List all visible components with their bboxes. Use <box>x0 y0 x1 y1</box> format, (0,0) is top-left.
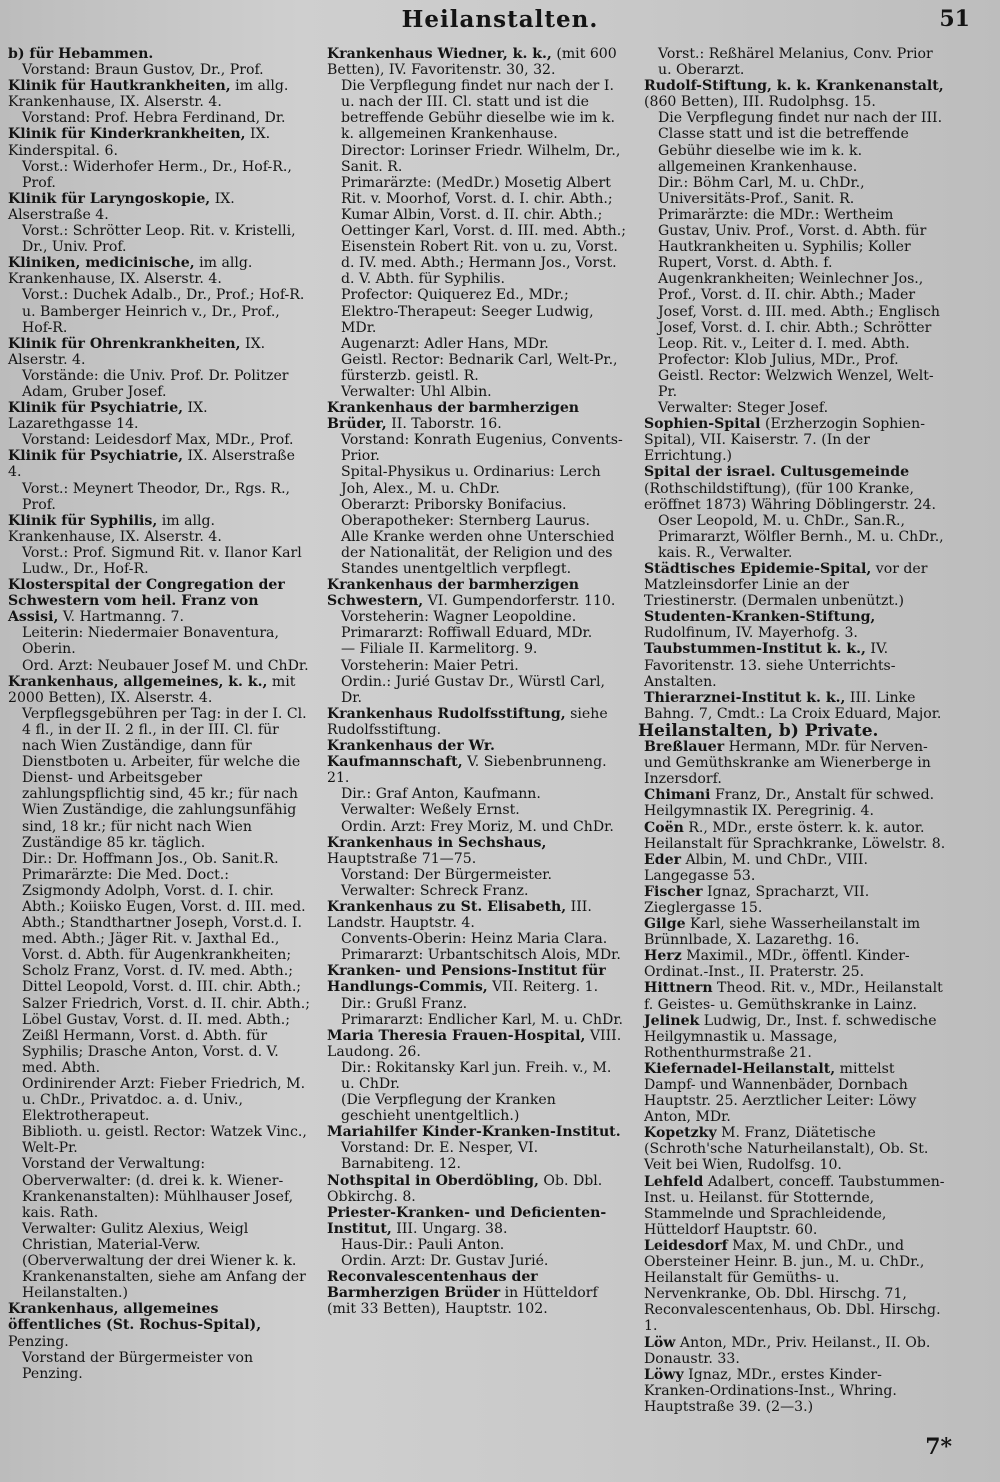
directory-entry <box>644 820 946 852</box>
entry-text: Franz, Dr., Anstalt für schwed. Heilgymnastik IX. Peregrinig. 4. <box>644 787 935 820</box>
entry-text: Maximil., MDr., öffentl. Kinder-Ordinat.-Inst., II. Praterstr. 25. <box>644 948 910 981</box>
entry-detail: Vorst.: Schrötter Leop. Rit. v. Kristelli, Dr., Univ. Prof. <box>22 223 296 256</box>
entry-heading: Reconvalescentenhaus der Barmherzigen Brüder <box>327 1269 538 1302</box>
entry-text: V. Siebenbrunneng. 21. <box>327 754 607 787</box>
entry-heading: Studenten-Kranken-Stiftung, <box>644 609 876 626</box>
directory-entry <box>644 1335 946 1367</box>
entry-detail: Alle Kranke werden ohne Unterschied der Nationalität, der Religion und des Standes unentgeltlich verpflegt. <box>341 528 615 577</box>
entry-detail: Ordinirender Arzt: Fieber Friedrich, M. u. ChDr., Privatdoc. a. d. Univ., Elektrotherapeut. <box>22 1076 306 1125</box>
entry-heading: Klinik für Psychiatrie, <box>8 448 184 465</box>
entry-detail: Elektro-Therapeut: Seeger Ludwig, MDr. <box>341 303 594 336</box>
entry-heading: Krankenhaus, allgemeines, k. k., <box>8 673 268 690</box>
entry-text: im allg. Krankenhause, IX. Alserstr. 4. <box>8 255 253 288</box>
entry-heading: Klinik für Laryngoskopie, <box>8 190 211 207</box>
entry-heading: Hittnern <box>644 980 713 997</box>
entry-heading: Herz <box>644 948 682 965</box>
directory-entry <box>327 46 629 78</box>
entry-detail: Vorsteherin: Maier Petri. <box>341 657 519 674</box>
page-number: 51 <box>939 6 970 32</box>
entry-text: (Erzherzogin Sophien-Spital), VII. Kaiserstr. 7. (In der Errichtung.) <box>644 416 925 465</box>
entry-text: Ob. Dbl. Obkirchg. 8. <box>327 1172 603 1205</box>
directory-entry <box>644 916 946 948</box>
entry-detail: Primarärzte: (MedDr.) Mosetig Albert Rit. v. Moorhof, Vorst. d. I. chir. Abth.; Kumar Albin, Vorst. d. II. chir. Abth.; Oettinger Karl, Vorst. d. III. med. Abth.; Eisenstein Robert Rit. von u. zu, Vorst. d. IV. med. Abth.; Hermann Jos., Vorst. d. V. Abth. für Syphilis. <box>341 174 626 288</box>
entry-detail: Verwalter: Steger Josef. <box>658 400 829 417</box>
section-heading: Heilanstalten, b) Private. <box>638 720 879 741</box>
entry-detail: Vorstand: Braun Gustov, Dr., Prof. <box>22 62 264 79</box>
entry-text: Penzing. <box>8 1333 69 1350</box>
entry-text: Karl, siehe Wasserheilanstalt im Brünnlbade, X. Lazarethg. 16. <box>644 916 921 949</box>
column-left <box>8 46 310 1382</box>
entry-detail: Augenarzt: Adler Hans, MDr. <box>341 335 549 352</box>
directory-entry <box>644 980 946 1012</box>
entry-text: (mit 600 Betten), IV. Favoritenstr. 30, 32. <box>327 46 617 79</box>
directory-entry <box>8 78 310 110</box>
entry-detail: Die Verpflegung findet nur nach der I. u. nach der III. Cl. statt und ist die betreffende Gebühr dieselbe wie im k. k. allgemeinen Krankenhause. <box>341 78 615 143</box>
directory-entry <box>644 416 946 464</box>
entry-heading: Krankenhaus, allgemeines öffentliches (St. Rochus-Spital), <box>8 1301 262 1334</box>
entry-detail: Vorst.: Widerhofer Herm., Dr., Hof-R., Prof. <box>22 158 292 191</box>
entry-heading: Kiefernadel-Heilanstalt, <box>644 1060 836 1077</box>
entry-detail: Oberapotheker: Sternberg Laurus. <box>341 512 590 529</box>
entry-detail: Dir.: Böhm Carl, M. u. ChDr., Universitäts-Prof., Sanit. R. <box>658 174 865 207</box>
entry-heading: Breßlauer <box>644 739 725 756</box>
entry-detail: Primarärzte: Die Med. Doct.: Zsigmondy Adolph, Vorst. d. I. chir. Abth.; Koiisko Eugen, Vorst. d. III. med. Abth.; Standthartner Joseph, Vorst.d. I. med. Abth.; Jäger Rit. v. Jaxthal Ed., Vorst. d. Abth. für Augenkrankheiten; Scholz Franz, Vorst. d. IV. med. Abth.; Dittel Leopold, Vorst. d. III. chir. Abth.; Salzer Friedrich, Vorst. d. II. chir. Abth.; Löbel Gustav, Vorst. d. II. med. Abth.; Zeißl Hermann, Vorst. d. Abth. für Syphilis; Drasche Anton, Vorst. d. V. med. Abth. <box>22 866 310 1076</box>
entry-detail: (Die Verpflegung der Kranken geschieht unentgeltlich.) <box>341 1092 556 1125</box>
entry-text: Ignaz, MDr., erstes Kinder-Kranken-Ordinations-Inst., Whring. Hauptstraße 39. (2—3.) <box>644 1366 897 1415</box>
directory-entry <box>644 78 946 110</box>
entry-text: (860 Betten), III. Rudolphsg. 15. <box>644 94 876 111</box>
directory-entry <box>327 899 629 931</box>
entry-detail: Vorst.: Reßhärel Melanius, Conv. Prior u. Oberarzt. <box>658 46 933 79</box>
directory-entry <box>8 448 310 480</box>
directory-entry <box>644 1367 946 1415</box>
entry-text: III. Landstr. Hauptstr. 4. <box>327 898 592 932</box>
entry-heading: Leidesdorf <box>644 1237 728 1254</box>
entry-detail: Verwalter: Weßely Ernst. <box>341 802 520 819</box>
entry-heading: Krankenhaus zu St. Elisabeth, <box>327 898 567 915</box>
entry-heading: Klinik für Hautkrankheiten, <box>8 78 231 95</box>
entry-text: im allg. Krankenhause, IX. Alserstr. 4. <box>8 512 222 545</box>
entry-detail: Oberarzt: Priborsky Bonifacius. <box>341 496 567 513</box>
entry-heading: Krankenhaus der barmherzigen Schwestern, <box>327 577 580 610</box>
entry-text: im allg. Krankenhause, IX. Alserstr. 4. <box>8 78 289 111</box>
entry-heading: Rudolf-Stiftung, k. k. Krankenanstalt, <box>644 78 944 95</box>
entry-detail: Geistl. Rector: Bednarik Carl, Welt-Pr., fürsterzb. geistl. R. <box>341 351 618 384</box>
entry-detail: Biblioth. u. geistl. Rector: Watzek Vinc., Welt-Pr. <box>22 1124 307 1157</box>
page-header <box>0 4 1000 44</box>
entry-detail: Verwalter: Uhl Albin. <box>341 383 492 400</box>
entry-text: vor der Matzleinsdorfer Linie an der Triestinerstr. (Dermalen unbenützt.) <box>644 561 928 610</box>
directory-entry <box>8 46 310 62</box>
entry-detail: Ord. Arzt: Neubauer Josef M. und ChDr. <box>22 657 309 674</box>
entry-detail: Ordin. Arzt: Frey Moriz, M. und ChDr. <box>341 818 614 835</box>
entry-heading: Fischer <box>644 883 703 900</box>
directory-entry <box>644 1125 946 1173</box>
entry-text: IX. Alserstr. 4. <box>8 335 266 368</box>
entry-heading: Maria Theresia Frauen-Hospital, <box>327 1027 586 1044</box>
directory-entry <box>327 400 629 432</box>
entry-text: R., MDr., erste österr. k. k. autor. Heilanstalt für Sprachkranke, Löwelstr. 8. <box>644 819 946 852</box>
entry-text: in Hütteldorf (mit 33 Betten), Hauptstr. 102. <box>327 1285 598 1318</box>
entry-text: Ludwig, Dr., Inst. f. schwedische Heilgymnastik u. Massage, Rothenthurmstraße 21. <box>644 1012 937 1061</box>
entry-text: mittelst Dampf- und Wannenbäder, Dornbach Hauptstr. 25. Aerztlicher Leiter: Löwy Anton, MDr. <box>644 1060 917 1126</box>
entry-text: VIII. Laudong. 26. <box>327 1027 622 1060</box>
entry-text: Hauptstraße 71—75. <box>327 850 477 867</box>
directory-entry <box>644 464 946 512</box>
entry-text: II. Taborstr. 16. <box>386 416 502 433</box>
entry-heading: Krankenhaus Wiedner, k. k., <box>327 46 552 62</box>
entry-text: IV. Favoritenstr. 13. siehe Unterrichts-Anstalten. <box>644 641 896 690</box>
entry-detail: Vorstand: Dr. E. Nesper, VI. Barnabiteng. 12. <box>341 1140 539 1173</box>
entry-detail: Primararzt: Roffiwall Eduard, MDr. <box>341 625 593 642</box>
entry-heading: Gilge <box>644 916 686 933</box>
entry-heading: Jelinek <box>644 1012 700 1029</box>
entry-detail: Vorstand: Leidesdorf Max, MDr., Prof. <box>22 432 294 449</box>
directory-entry <box>8 191 310 223</box>
directory-entry <box>644 561 946 609</box>
entry-detail: Primararzt: Urbantschitsch Alois, MDr. <box>341 947 621 964</box>
entry-heading: Krankenhaus in Sechshaus, <box>327 834 547 851</box>
directory-entry <box>327 963 629 995</box>
entry-detail: Vorst.: Duchek Adalb., Dr., Prof.; Hof-R. u. Bamberger Heinrich v., Dr., Prof., Hof-R. <box>22 287 305 336</box>
entry-detail: Verwalter: Gulitz Alexius, Weigl Christian, Material-Verw. <box>22 1220 249 1253</box>
entry-heading: Chimani <box>644 787 711 804</box>
directory-entry <box>8 674 310 706</box>
entry-heading: Klinik für Psychiatrie, <box>8 400 184 417</box>
directory-entry <box>644 852 946 884</box>
entry-detail: Vorstände: die Univ. Prof. Dr. Politzer Adam, Gruber Josef. <box>22 367 289 400</box>
running-title: Heilanstalten. <box>401 6 599 33</box>
entry-detail: Dir.: Dr. Hoffmann Jos., Ob. Sanit.R. <box>22 850 279 867</box>
signature-mark: 7* <box>925 1434 952 1460</box>
directory-entry <box>8 1301 310 1349</box>
entry-detail: Vorst.: Prof. Sigmund Rit. v. Ilanor Karl Ludw., Dr., Hof-R. <box>22 544 302 577</box>
directory-entry <box>327 1028 629 1060</box>
entry-heading: Klinik für Syphilis, <box>8 512 158 529</box>
entry-detail: Director: Lorinser Friedr. Wilhelm, Dr., Sanit. R. <box>341 142 621 175</box>
entry-heading: b) für Hebammen. <box>8 46 154 62</box>
entry-text: VI. Gumpendorferstr. 110. <box>423 593 616 610</box>
entry-text: Max, M. und ChDr., und Obersteiner Heinr. B. jun., M. u. ChDr., Heilanstalt für Gemüths- u. Nervenkranke, Ob. Dbl. Hirschg. 71, Reconvalescentenhaus, Ob. Dbl. Hirschg. 1. <box>644 1237 941 1335</box>
directory-entry <box>327 706 629 738</box>
entry-detail: (Oberverwaltung der drei Wiener k. k. Krankenanstalten, siehe am Anfang der Heilanstalten.) <box>22 1253 306 1302</box>
entry-heading: Krankenhaus der barmherzigen Brüder, <box>327 400 580 433</box>
entry-heading: Priester-Kranken- und Deficienten-Institut, <box>327 1204 607 1237</box>
directory-entry <box>327 1173 629 1205</box>
entry-heading: Städtisches Epidemie-Spital, <box>644 561 872 577</box>
entry-heading: Spital der israel. Cultusgemeinde <box>644 464 910 481</box>
entry-text: IX. Kinderspital. 6. <box>8 126 271 159</box>
directory-entry <box>327 577 629 609</box>
directory-entry <box>327 738 629 786</box>
entry-text: Anton, MDr., Priv. Heilanst., II. Ob. Donaustr. 33. <box>644 1334 931 1367</box>
directory-entry <box>8 336 310 368</box>
column-right <box>638 46 946 1415</box>
entry-detail: Verpflegsgebühren per Tag: in der I. Cl. 4 fl., in der II. 2 fl., in der III. Cl. für nach Wien Zuständige, dann für Dienstboten u. Arbeiter, für welche die Dienst- und Arbeitsgeber zahlungspflichtig sind, 45 kr.; für nach Wien Zuständige, die zahlungsunfähig sind, 18 kr.; für nicht nach Wien Zuständige 85 kr. täglich. <box>22 705 307 851</box>
entry-heading: Kopetzky <box>644 1125 717 1142</box>
entry-heading: Thierarznei-Institut k. k., <box>644 689 846 706</box>
entry-detail: Ordin.: Jurié Gustav Dr., Würstl Carl, Dr. <box>341 673 605 706</box>
entry-detail: Profector: Quiquerez Ed., MDr.; <box>341 287 569 304</box>
entry-detail: Vorsteherin: Wagner Leopoldine. <box>341 609 577 626</box>
directory-entry <box>644 739 946 787</box>
entry-heading: Löw <box>644 1334 676 1351</box>
entry-text: IX. Alserstraße 4. <box>8 190 235 223</box>
entry-detail: Haus-Dir.: Pauli Anton. <box>341 1236 505 1253</box>
entry-text: VII. Reiterg. 1. <box>487 979 599 996</box>
entry-detail: Primararzt: Endlicher Karl, M. u. ChDr. <box>341 1011 624 1028</box>
directory-entry <box>644 641 946 689</box>
directory-entry <box>644 690 946 722</box>
entry-text: Ignaz, Spracharzt, VII. Zieglergasse 15. <box>644 883 870 916</box>
directory-entry <box>327 1205 629 1237</box>
entry-text: Adalbert, conceff. Taubstummen-Inst. u. Heilanst. für Stotternde, Stammelnde und Sprachleidende, Hütteldorf Hauptstr. 60. <box>644 1173 945 1238</box>
entry-detail: Vorstand der Bürgermeister von Penzing. <box>22 1349 254 1382</box>
entry-heading: Krankenhaus der Wr. Kaufmannschaft, <box>327 738 495 771</box>
directory-entry <box>644 609 946 641</box>
entry-detail: Vorstand: Prof. Hebra Ferdinand, Dr. <box>22 110 286 127</box>
entry-detail: Primarärzte: die MDr.: Wertheim Gustav, Univ. Prof., Vorst. d. Abth. für Hautkrankheiten u. Syphilis; Koller Rupert, Vorst. d. Abth. f. Augenkrankheiten; Weinlechner Jos., Prof., Vorst. d. II. chir. Abth.; Mader Josef, Vorst. d. III. med. Abth.; Englisch Josef, Vorst. d. I. chir. Abth.; Schrötter Leop. Rit. v., Leiter d. I. med. Abth. <box>658 206 940 352</box>
entry-detail: Leiterin: Niedermaier Bonaventura, Oberin. <box>22 625 279 658</box>
entry-heading: Klinik für Kinderkrankheiten, <box>8 126 246 143</box>
entry-text: Rudolfinum, IV. Mayerhofg. 3. <box>644 625 858 642</box>
entry-text: IX. Alserstraße 4. <box>8 448 295 481</box>
entry-heading: Nothspital in Oberdöbling, <box>327 1172 539 1189</box>
entry-text: Hermann, MDr. für Nerven- und Gemüthskranke am Wienerberge in Inzersdorf. <box>644 739 931 788</box>
entry-heading: Coën <box>644 819 684 836</box>
directory-entry <box>8 126 310 158</box>
entry-detail: Verwalter: Schreck Franz. <box>341 882 529 899</box>
entry-detail: Oser Leopold, M. u. ChDr., San.R., Primararzt, Wölfler Bernh., M. u. ChDr., kais. R., Verwalter. <box>658 512 944 561</box>
entry-detail: Profector: Klob Julius, MDr., Prof. <box>658 351 899 368</box>
entry-heading: Klosterspital der Congregation der Schwestern vom heil. Franz von Assisi, <box>8 577 285 626</box>
column-middle <box>327 46 629 1317</box>
entry-detail: — Filiale II. Karmelitorg. 9. <box>341 641 538 658</box>
directory-entry <box>8 577 310 625</box>
entry-detail: Dir.: Rokitansky Karl jun. Freih. v., M. u. ChDr. <box>341 1059 612 1092</box>
directory-entry <box>644 787 946 819</box>
entry-text: III. Ungarg. 38. <box>391 1220 508 1237</box>
entry-detail: Vorstand: Konrath Eugenius, Convents-Prior. <box>341 432 623 465</box>
entry-heading: Eder <box>644 851 681 868</box>
entry-text: IX. Lazarethgasse 14. <box>8 400 208 433</box>
directory-entry <box>327 1124 629 1140</box>
entry-heading: Sophien-Spital <box>644 416 761 433</box>
directory-entry <box>644 948 946 980</box>
entry-text: (Rothschildstiftung), (für 100 Kranke, eröffnet 1873) Währing Döblingerstr. 24. <box>644 480 937 513</box>
directory-entry <box>327 1269 629 1317</box>
directory-entry <box>644 1013 946 1061</box>
directory-entry <box>8 400 310 432</box>
entry-text: siehe Rudolfsstiftung. <box>327 705 608 738</box>
entry-text: M. Franz, Diätetische (Schroth'sche Naturheilanstalt), Ob. St. Veit bei Wien, Rudolfsg. 10. <box>644 1125 929 1174</box>
entry-heading: Kranken- und Pensions-Institut für Handlungs-Commis, <box>327 963 606 996</box>
directory-entry <box>644 1174 946 1238</box>
entry-detail: Ordin. Arzt: Dr. Gustav Jurié. <box>341 1253 549 1270</box>
entry-heading: Lehfeld <box>644 1173 704 1190</box>
entry-text: III. Linke Bahng. 7, Cmdt.: La Croix Eduard, Major. <box>644 689 942 722</box>
entry-heading: Klinik für Ohrenkrankheiten, <box>8 335 241 352</box>
entry-detail: Spital-Physikus u. Ordinarius: Lerch Joh, Alex., M. u. ChDr. <box>341 464 601 497</box>
entry-heading: Mariahilfer Kinder-Kranken-Institut. <box>327 1124 621 1141</box>
entry-heading: Löwy <box>644 1366 684 1383</box>
entry-detail: Vorstand: Der Bürgermeister. <box>341 866 552 883</box>
entry-detail: Dir.: Grußl Franz. <box>341 995 468 1012</box>
entry-text: Theod. Rit. v., MDr., Heilanstalt f. Geistes- u. Gemüthskranke in Lainz. <box>644 980 943 1013</box>
directory-entry <box>8 255 310 287</box>
directory-entry <box>8 513 310 545</box>
entry-detail: Vorstand der Verwaltung: Oberverwalter: (d. drei k. k. Wiener-Krankenanstalten): Mühlhauser Josef, kais. Rath. <box>22 1156 294 1221</box>
entry-detail: Die Verpflegung findet nur nach der III. Classe statt und ist die betreffende Gebühr dieselbe wie im k. k. allgemeinen Krankenhause. <box>658 110 943 175</box>
entry-detail: Vorst.: Meynert Theodor, Dr., Rgs. R., Prof. <box>22 480 291 513</box>
entry-text: Albin, M. und ChDr., VIII. Langegasse 53. <box>644 851 868 884</box>
entry-detail: Geistl. Rector: Welzwich Wenzel, Welt-Pr. <box>658 367 934 400</box>
entry-detail: Dir.: Graf Anton, Kaufmann. <box>341 786 541 803</box>
directory-entry <box>644 884 946 916</box>
directory-entry <box>644 1238 946 1335</box>
entry-heading: Taubstummen-Institut k. k., <box>644 641 866 658</box>
entry-text: mit 2000 Betten), IX. Alserstr. 4. <box>8 673 296 706</box>
entry-heading: Krankenhaus Rudolfsstiftung, <box>327 705 566 722</box>
entry-text: V. Hartmanng. 7. <box>58 609 184 626</box>
entry-detail: Convents-Oberin: Heinz Maria Clara. <box>341 931 608 948</box>
directory-entry <box>327 835 629 867</box>
directory-entry <box>644 1061 946 1125</box>
entry-heading: Kliniken, medicinische, <box>8 255 195 272</box>
